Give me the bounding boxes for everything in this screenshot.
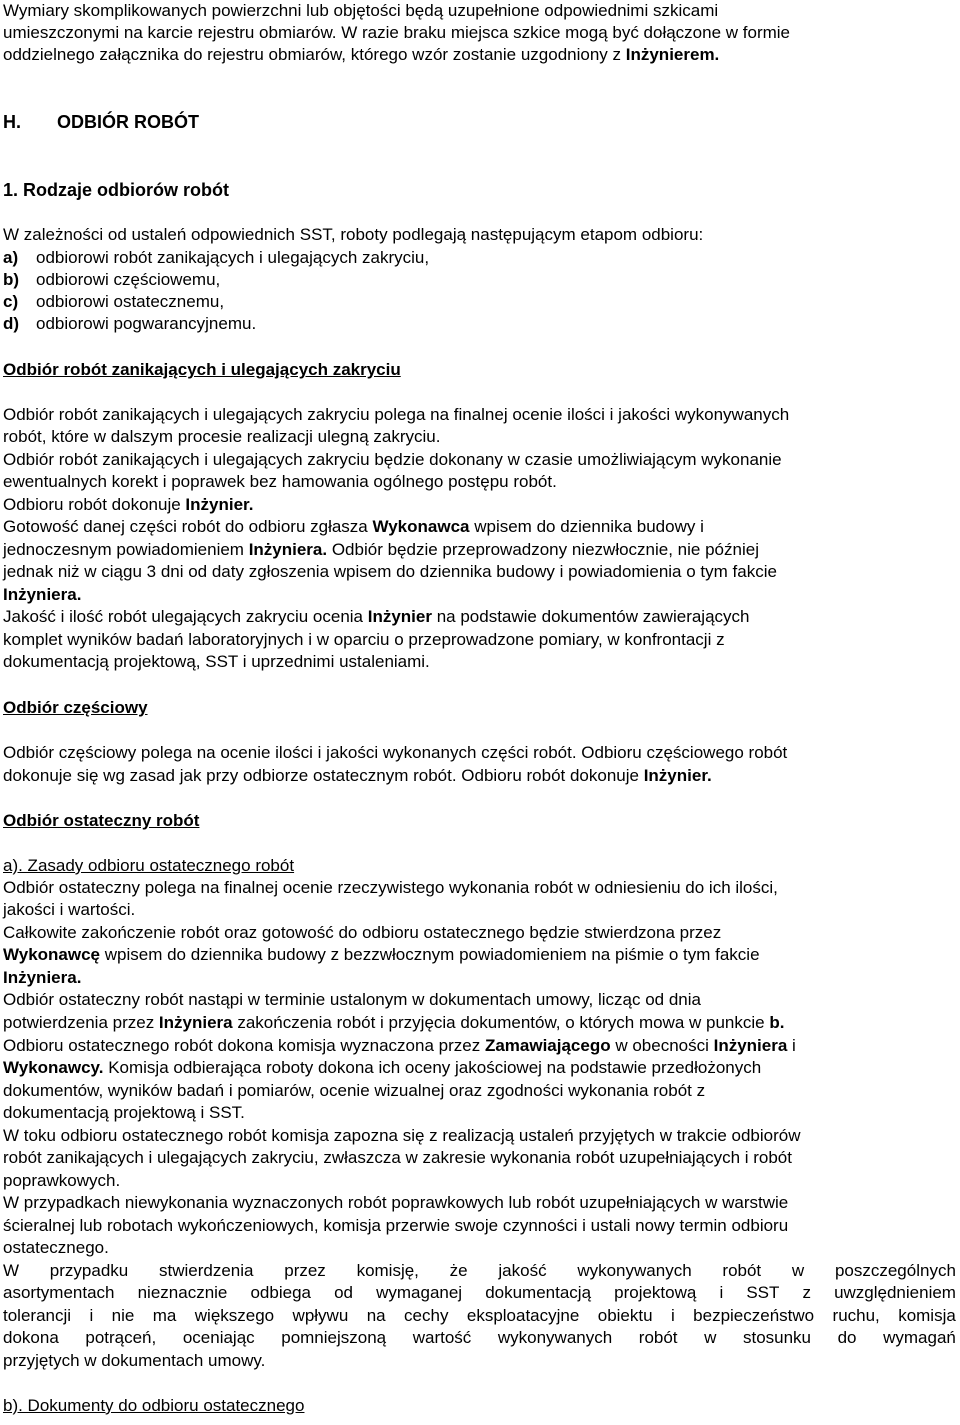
paragraph-line: ostatecznego. xyxy=(3,1238,109,1257)
paragraph-line: W toku odbioru ostatecznego robót komisja zapozna się z realizacją ustaleń przyjętych w trakcie odbiorów xyxy=(3,1126,801,1145)
subsection-subheading: b). Dokumenty do odbioru ostatecznego xyxy=(3,1396,305,1415)
paragraph-line: dokonuje się wg zasad jak przy odbiorze ostatecznym robót. Odbioru robót dokonuje Inżynier. xyxy=(3,766,712,785)
word: na xyxy=(366,1306,386,1325)
paragraph-line: Całkowite zakończenie robót oraz gotowość do odbioru ostatecznego będzie stwierdzona przez xyxy=(3,923,722,942)
justified-line xyxy=(3,1260,956,1282)
word: ruchu, xyxy=(832,1306,880,1325)
subsection-heading: 1. Rodzaje odbiorów robót xyxy=(3,180,229,200)
word: i xyxy=(670,1306,675,1325)
word: w xyxy=(791,1261,805,1280)
word: wartość xyxy=(412,1328,472,1347)
paragraph-line: Odbiór robót zanikających i ulegających zakryciu będzie dokonany w czasie umożliwiającym wykonanie xyxy=(3,450,782,469)
word: W xyxy=(3,1261,20,1280)
word: wykonywanych xyxy=(577,1261,692,1280)
paragraph-line: ewentualnych korekt i poprawek bez hamowania ogólnego postępu robót. xyxy=(3,472,557,491)
word: tolerancji xyxy=(3,1306,72,1325)
paragraph-line: Odbiór ostateczny polega na finalnej ocenie rzeczywistego wykonania robót w odniesieniu do ich ilości, xyxy=(3,878,778,897)
paragraph-line: robót zanikających i ulegających zakryciu, zwłaszcza w zakresie wykonania robót uzupełniających i robót xyxy=(3,1148,792,1167)
word: odbiega xyxy=(250,1283,311,1302)
subsection-heading: Odbiór częściowy xyxy=(3,698,148,717)
word: przypadku xyxy=(49,1261,129,1280)
word: poszczególnych xyxy=(834,1261,956,1280)
word: SST xyxy=(746,1283,780,1302)
word: i xyxy=(719,1283,724,1302)
word: nieznacznie xyxy=(137,1283,228,1302)
word: większego xyxy=(194,1306,275,1325)
paragraph-line: dokumentacją projektową i SST. xyxy=(3,1103,245,1122)
word: cechy xyxy=(404,1306,449,1325)
subsection-subheading: a). Zasady odbioru ostatecznego robót xyxy=(3,856,295,875)
word: od xyxy=(334,1283,353,1302)
word: wymagań xyxy=(883,1328,956,1347)
paragraph-line: potwierdzenia przez Inżyniera zakończenia robót i przyjęcia dokumentów, o których mowa w punkcie b. xyxy=(3,1013,785,1032)
justified-line xyxy=(3,1327,956,1349)
paragraph-line: Wykonawcy. Komisja odbierająca roboty dokona ich oceny jakościowej na podstawie przedłożonych xyxy=(3,1058,762,1077)
word: robót xyxy=(638,1328,678,1347)
section-heading xyxy=(3,110,199,134)
word: wykonywanych xyxy=(497,1328,613,1347)
word: oceniając xyxy=(182,1328,255,1347)
list-item: c) odbiorowi ostatecznemu, xyxy=(3,292,225,311)
word: nie xyxy=(111,1306,135,1325)
list-item: d) odbiorowi pogwarancyjnemu. xyxy=(3,314,257,333)
word: pomniejszoną xyxy=(281,1328,387,1347)
word: komisja xyxy=(898,1306,956,1325)
paragraph-line: przyjętych w dokumentach umowy. xyxy=(3,1351,266,1370)
word: uwzględnieniem xyxy=(834,1283,956,1302)
paragraph-line: Inżyniera. xyxy=(3,585,82,604)
word: że xyxy=(449,1261,468,1280)
word: i xyxy=(89,1306,94,1325)
paragraph-line: poprawkowych. xyxy=(3,1171,121,1190)
section-number: H. xyxy=(3,112,21,132)
word: ma xyxy=(152,1306,177,1325)
paragraph-line: komplet wyników badań laboratoryjnych i w oparciu o przeprowadzone pomiary, w konfrontacji z xyxy=(3,630,725,649)
word: przez xyxy=(284,1261,326,1280)
word: do xyxy=(837,1328,857,1347)
list-item: b) odbiorowi częściowemu, xyxy=(3,270,221,289)
word: wymaganej xyxy=(376,1283,463,1302)
intro-line: Wymiary skomplikowanych powierzchni lub objętości będą uzupełnione odpowiednimi szkicami xyxy=(3,1,719,20)
word: dokumentacją xyxy=(485,1283,592,1302)
paragraph-line: robót, które w dalszym procesie realizacji ulegną zakryciu. xyxy=(3,427,441,446)
word: asortymentach xyxy=(3,1283,115,1302)
paragraph-line: W zależności od ustaleń odpowiednich SST, roboty podlegają następującym etapom odbioru: xyxy=(3,225,704,244)
justified-line xyxy=(3,1282,956,1304)
intro-line: oddzielnego załącznika do rejestru obmiarów, którego wzór zostanie uzgodniony z Inżynierem. xyxy=(3,45,720,64)
word: komisję, xyxy=(356,1261,419,1280)
paragraph-line: dokumentacją projektową, SST i uprzednimi ustaleniami. xyxy=(3,652,430,671)
paragraph-line: Odbiór robót zanikających i ulegających zakryciu polega na finalnej ocenie ilości i jakości wykonywanych xyxy=(3,405,790,424)
paragraph-line: Gotowość danej części robót do odbioru zgłasza Wykonawca wpisem do dziennika budowy i xyxy=(3,517,704,536)
paragraph-line: dokumentów, wyników badań i pomiarów, ocenie wizualnej oraz zgodności wykonania robót z xyxy=(3,1081,706,1100)
word: obiektu xyxy=(597,1306,653,1325)
word: projektową xyxy=(614,1283,697,1302)
subsection-heading: Odbiór robót zanikających i ulegających zakryciu xyxy=(3,360,401,379)
paragraph-line: Jakość i ilość robót ulegających zakryciu ocenia Inżynier na podstawie dokumentów zawierających xyxy=(3,607,750,626)
list-item: a) odbiorowi robót zanikających i ulegających zakryciu, xyxy=(3,248,430,267)
word: stwierdzenia xyxy=(158,1261,254,1280)
paragraph-line: Inżyniera. xyxy=(3,968,82,987)
paragraph-line: Odbiór częściowy polega na ocenie ilości i jakości wykonanych części robót. Odbioru częściowego robót xyxy=(3,743,788,762)
word: robót xyxy=(722,1261,762,1280)
paragraph-line: Wykonawcę wpisem do dziennika budowy z bezzwłocznym powiadomieniem na piśmie o tym fakcie xyxy=(3,945,760,964)
justified-line xyxy=(3,1305,956,1327)
paragraph-line: jednoczesnym powiadomieniem Inżyniera. Odbiór będzie przeprowadzony niezwłocznie, nie później xyxy=(3,540,759,559)
section-title: ODBIÓR ROBÓT xyxy=(57,112,199,132)
intro-line: umieszczonymi na karcie rejestru obmiarów. W razie braku miejsca szkice mogą być dołączone w formie xyxy=(3,23,791,42)
word: stosunku xyxy=(742,1328,812,1347)
paragraph-line: jednak niż w ciągu 3 dni od daty zgłoszenia wpisem do dziennika budowy i powiadomienia o tym fakcie xyxy=(3,562,777,581)
paragraph-line: ścieralnej lub robotach wykończeniowych, komisja przerwie swoje czynności i ustali nowy termin odbioru xyxy=(3,1216,789,1235)
paragraph-line: W przypadkach niewykonania wyznaczonych robót poprawkowych lub robót uzupełniających w warstwie xyxy=(3,1193,789,1212)
word: dokona xyxy=(3,1328,59,1347)
word: w xyxy=(704,1328,717,1347)
paragraph-line: Odbioru robót dokonuje Inżynier. xyxy=(3,495,254,514)
word: bezpieczeństwo xyxy=(693,1306,815,1325)
paragraph-line: Odbioru ostatecznego robót dokona komisja wyznaczona przez Zamawiającego w obecności Inżyniera i xyxy=(3,1036,796,1055)
word: potrąceń, xyxy=(85,1328,157,1347)
paragraph-line: jakości i wartości. xyxy=(3,900,136,919)
paragraph-line: Odbiór ostateczny robót nastąpi w terminie ustalonym w dokumentach umowy, licząc od dnia xyxy=(3,990,701,1009)
word: wpływu xyxy=(292,1306,349,1325)
subsection-heading: Odbiór ostateczny robót xyxy=(3,811,200,830)
word: jakość xyxy=(498,1261,547,1280)
word: z xyxy=(802,1283,811,1302)
word: eksploatacyjne xyxy=(466,1306,580,1325)
